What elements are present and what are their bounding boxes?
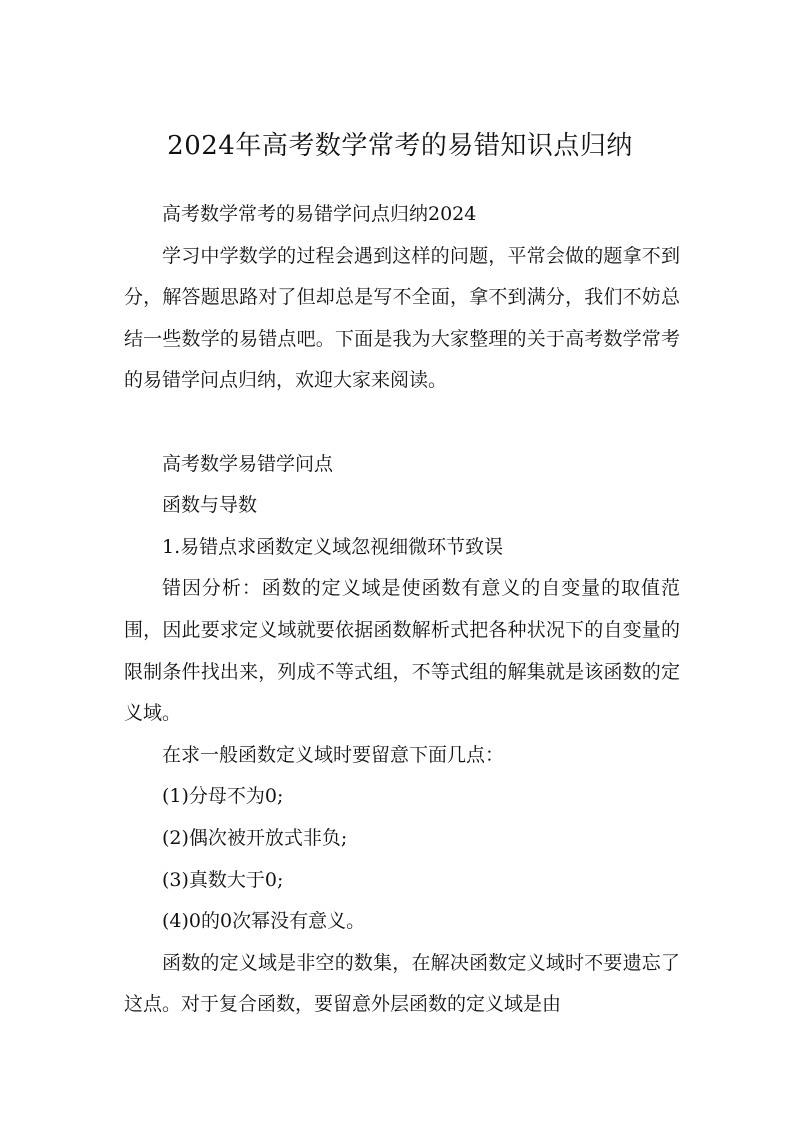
list-item: (4)0的0次幂没有意义。	[162, 910, 366, 933]
list-item: (2)偶次被开放式非负;	[162, 826, 348, 849]
section-heading: 高考数学易错学问点	[162, 452, 334, 475]
document-body	[124, 194, 680, 1026]
list-item: (1)分母不为0;	[162, 785, 284, 808]
paragraph-subtitle: 高考数学常考的易错学问点归纳2024	[162, 203, 477, 225]
paragraph-domain-note: 函数的定义域是非空的数集，在解决函数定义域时不要遗忘了这点。对于复合函数，要留意外层函数的定义域是由	[124, 951, 680, 1016]
list-item: (3)真数大于0;	[162, 868, 284, 891]
item-heading: 1.易错点求函数定义域忽视细微环节致误	[162, 535, 504, 558]
document-title: 2024年高考数学常考的易错知识点归纳	[167, 131, 633, 161]
paragraph-notes-intro: 在求一般函数定义域时要留意下面几点：	[162, 743, 505, 766]
paragraph-intro: 学习中学数学的过程会遇到这样的问题，平常会做的题拿不到分，解答题思路对了但却总是写不全面，拿不到满分，我们不妨总结一些数学的易错点吧。下面是我为大家整理的关于高考数学常考的易错学问点归纳，欢迎大家来阅读。	[124, 244, 680, 392]
subsection-heading: 函数与导数	[162, 494, 258, 517]
paragraph-error-analysis: 错因分析：函数的定义域是使函数有意义的自变量的取值范围，因此要求定义域就要依据函数解析式把各种状况下的自变量的限制条件找出来，列成不等式组，不等式组的解集就是该函数的定义域。	[124, 577, 680, 725]
paragraph-spacer	[124, 402, 680, 444]
